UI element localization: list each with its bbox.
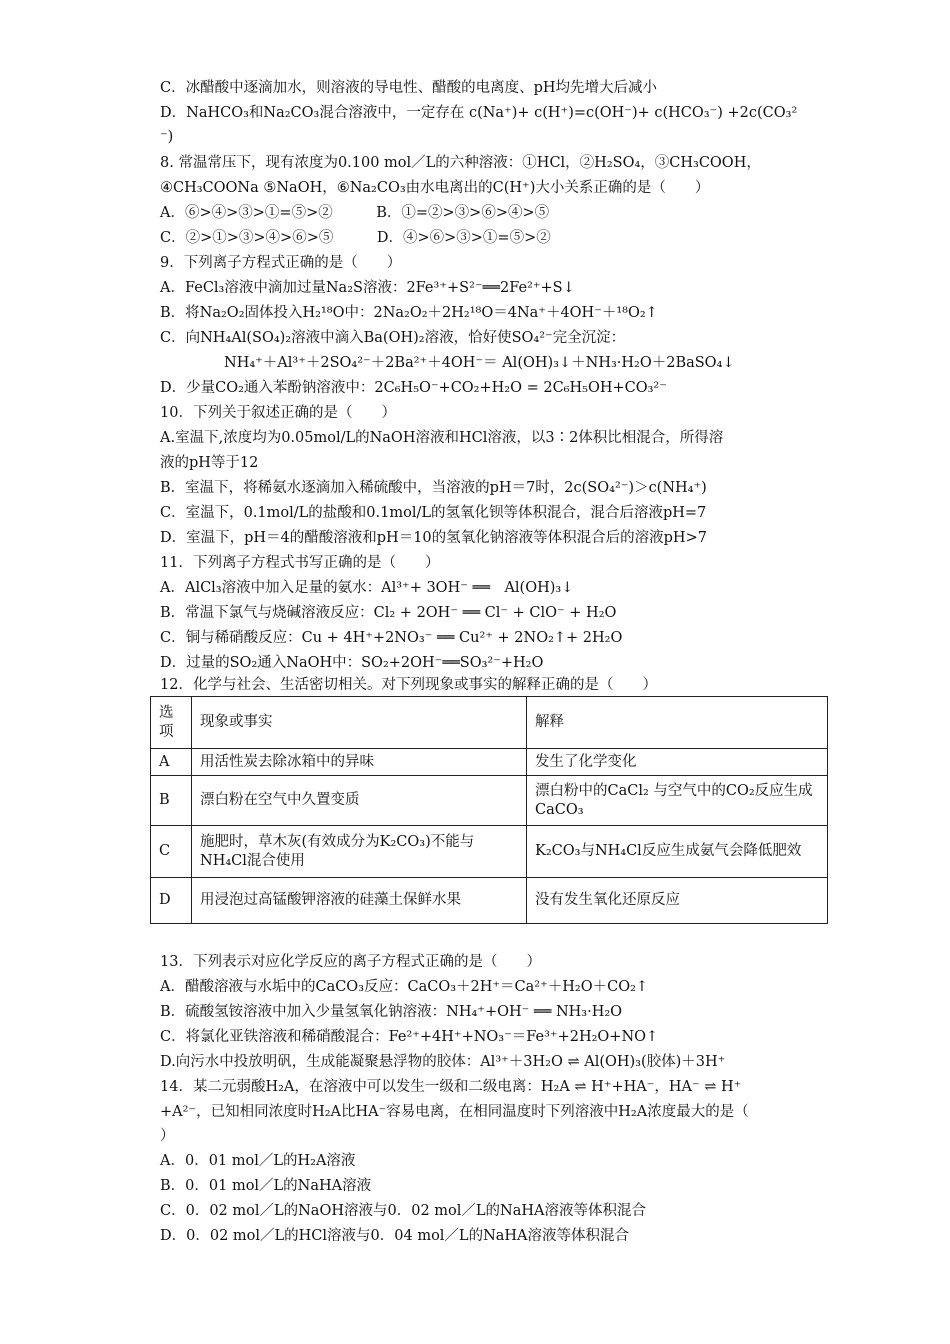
q7-option-d-cont: ⁻) <box>160 129 174 145</box>
table-cell: 用浸泡过高锰酸钾溶液的硅藻土保鲜水果 <box>192 878 527 924</box>
table-cell: C <box>151 826 192 878</box>
table-header-cell: 选项 <box>151 697 192 749</box>
table-cell: B <box>151 776 192 826</box>
q14-option-d: D．0．02 mol／L的HCl溶液与0．04 mol／L的NaHA溶液等体积混合 <box>160 1228 630 1244</box>
q9-option-b: B．将Na₂O₂固体投入H₂¹⁸O中：2Na₂O₂＋2H₂¹⁸O＝4Na⁺＋4OH⁻＋¹⁸O₂↑ <box>160 305 658 321</box>
q12-stem: 12．化学与社会、生活密切相关。对下列现象或事实的解释正确的是（ ） <box>160 677 657 693</box>
q11-option-c: C．铜与稀硝酸反应：Cu + 4H⁺+2NO₃⁻ ══ Cu²⁺ + 2NO₂↑+ 2H₂O <box>160 630 623 646</box>
q10-option-b: B．室温下，将稀氨水逐滴加入稀硫酸中，当溶液的pH＝7时，2c(SO₄²⁻)＞c(NH₄⁺) <box>160 480 707 496</box>
q8-stem-cont: ④CH₃COONa ⑤NaOH，⑥Na₂CO₃由水电离出的C(H⁺)大小关系正确的是（ ） <box>160 180 710 196</box>
q11-option-b: B．常温下氯气与烧碱溶液反应：Cl₂ + 2OH⁻ ══ Cl⁻ + ClO⁻ + H₂O <box>160 605 617 621</box>
table-header-cell: 解释 <box>527 697 828 749</box>
q13-option-c: C．将氯化亚铁溶液和稀硝酸混合：Fe²⁺+4H⁺+NO₃⁻＝Fe³⁺+2H₂O+NO↑ <box>160 1029 659 1045</box>
q10-option-a-cont: 液的pH等于12 <box>160 455 259 471</box>
q14-stem: 14．某二元弱酸H₂A，在溶液中可以发生一级和二级电离：H₂A ⇌ H⁺+HA⁻，HA⁻ ⇌ H⁺ <box>160 1079 742 1095</box>
q9-option-c: C．向NH₄Al(SO₄)₂溶液中滴入Ba(OH)₂溶液，恰好使SO₄²⁻完全沉淀： <box>160 330 626 346</box>
q11-option-a: A．AlCl₃溶液中加入足量的氨水：Al³⁺+ 3OH⁻ ══ Al(OH)₃↓ <box>160 580 574 596</box>
table-cell: 漂白粉在空气中久置变质 <box>192 776 527 826</box>
q8-options-ab: A．⑥>④>③>①=⑤>② B．①=②>③>⑥>④>⑤ <box>160 205 550 221</box>
q9-option-c-equation: NH₄⁺＋Al³⁺＋2SO₄²⁻＋2Ba²⁺＋4OH⁻＝ Al(OH)₃↓＋NH₃·H₂O＋2BaSO₄↓ <box>224 355 735 371</box>
q8-stem: 8. 常温常压下，现有浓度为0.100 mol／L的六种溶液：①HCl，②H₂SO₄，③CH₃COOH， <box>160 155 761 171</box>
q13-stem: 13．下列表示对应化学反应的离子方程式正确的是（ ） <box>160 954 541 970</box>
table-row <box>151 749 828 776</box>
table-cell: 没有发生氧化还原反应 <box>527 878 828 924</box>
q14-option-a: A．0．01 mol／L的H₂A溶液 <box>160 1153 356 1169</box>
q14-option-c: C．0．02 mol／L的NaOH溶液与0．02 mol／L的NaHA溶液等体积混合 <box>160 1203 646 1219</box>
q9-option-a: A．FeCl₃溶液中滴加过量Na₂S溶液：2Fe³⁺+S²⁻══2Fe²⁺+S↓ <box>160 280 575 296</box>
q11-option-d: D．过量的SO₂通入NaOH中：SO₂+2OH⁻══SO₃²⁻+H₂O <box>160 655 544 671</box>
table-cell: 漂白粉中的CaCl₂ 与空气中的CO₂反应生成CaCO₃ <box>527 776 828 826</box>
table-cell: 用活性炭去除冰箱中的异味 <box>192 749 527 776</box>
q7-option-c: C．冰醋酸中逐滴加水，则溶液的导电性、醋酸的电离度、pH均先增大后减小 <box>160 80 658 96</box>
q14-option-b: B．0．01 mol／L的NaHA溶液 <box>160 1178 372 1194</box>
q13-option-b: B．硫酸氢铵溶液中加入少量氢氧化钠溶液：NH₄⁺+OH⁻ ══ NH₃·H₂O <box>160 1004 623 1020</box>
table-cell: D <box>151 878 192 924</box>
q14-stem-cont: +A²⁻，已知相同浓度时H₂A比HA⁻容易电离，在相同温度时下列溶液中H₂A浓度最大的是（ <box>160 1104 749 1120</box>
q11-stem: 11．下列离子方程式书写正确的是（ ） <box>160 555 440 571</box>
q10-stem: 10．下列关于叙述正确的是（ ） <box>160 405 396 421</box>
q8-options-cd: C．②>①>③>④>⑥>⑤ D．④>⑥>③>①=⑤>② <box>160 230 551 246</box>
table-cell: A <box>151 749 192 776</box>
table-cell: 施肥时，草木灰(有效成分为K₂CO₃)不能与NH₄Cl混合使用 <box>192 826 527 878</box>
q10-option-d: D．室温下，pH＝4的醋酸溶液和pH＝10的氢氧化钠溶液等体积混合后的溶液pH>7 <box>160 530 707 546</box>
q12-table <box>150 696 828 924</box>
table-header-cell: 现象或事实 <box>192 697 527 749</box>
q13-option-d: D.向污水中投放明矾，生成能凝聚悬浮物的胶体：Al³⁺＋3H₂O ⇌ Al(OH)₃(胶体)＋3H⁺ <box>160 1054 726 1070</box>
table-header-row <box>151 697 828 749</box>
q10-option-c: C．室温下，0.1mol/L的盐酸和0.1mol/L的氢氧化钡等体积混合，混合后溶液pH=7 <box>160 505 707 521</box>
q14-stem-end: ） <box>160 1128 175 1144</box>
table-row <box>151 776 828 826</box>
q9-stem: 9．下列离子方程式正确的是（ ） <box>160 255 402 271</box>
table-row <box>151 826 828 878</box>
table-cell: 发生了化学变化 <box>527 749 828 776</box>
q9-option-d: D．少量CO₂通入苯酚钠溶液中：2C₆H₅O⁻+CO₂+H₂O = 2C₆H₅OH+CO₃²⁻ <box>160 380 667 396</box>
table-cell: K₂CO₃与NH₄Cl反应生成氨气会降低肥效 <box>527 826 828 878</box>
q10-option-a: A.室温下,浓度均为0.05mol/L的NaOH溶液和HCl溶液，以3∶2体积比相混合，所得溶 <box>160 430 724 446</box>
table-row <box>151 878 828 924</box>
q7-option-d: D．NaHCO₃和Na₂CO₃混合溶液中，一定存在 c(Na⁺)+ c(H⁺)=c(OH⁻)+ c(HCO₃⁻) +2c(CO₃² <box>160 105 798 121</box>
q13-option-a: A．醋酸溶液与水垢中的CaCO₃反应：CaCO₃＋2H⁺＝Ca²⁺＋H₂O＋CO₂↑ <box>160 979 649 995</box>
